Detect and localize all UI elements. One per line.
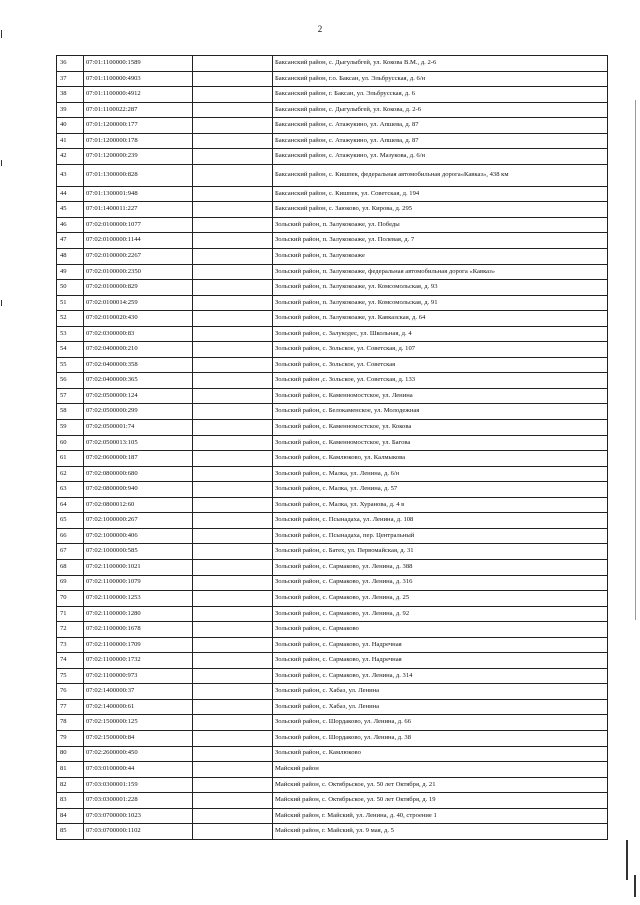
row-number-cell: 68 [57,559,84,575]
table-row [57,149,608,165]
row-number-cell: 78 [57,715,84,731]
empty-cell [193,133,273,149]
address-cell: Зольский район, с. Малка, ул. Ленина, д. 57 [273,482,608,498]
table-row [57,56,608,72]
scan-artifact [1,300,2,306]
address-cell: Баксанский район, с. Кишпек, федеральная автомобильная дорога«Кавказ», 438 км [273,164,608,186]
cadastral-number-cell: 07:02:1000000:585 [84,544,193,560]
row-number-cell: 42 [57,149,84,165]
table-row [57,311,608,327]
cadastral-number-cell: 07:02:0100014:259 [84,295,193,311]
table-row [57,404,608,420]
row-number-cell: 47 [57,233,84,249]
table-row [57,622,608,638]
cadastral-number-cell: 07:02:1000000:406 [84,528,193,544]
table-row [57,808,608,824]
table-row [57,186,608,202]
cadastral-number-cell: 07:02:1000000:267 [84,513,193,529]
row-number-cell: 84 [57,808,84,824]
table-row [57,513,608,529]
address-cell: Зольский район, с. Малка, ул. Ленина, д. 6/н [273,466,608,482]
table-row [57,102,608,118]
table-row [57,793,608,809]
cadastral-number-cell: 07:02:1400000:61 [84,699,193,715]
row-number-cell: 67 [57,544,84,560]
empty-cell [193,342,273,358]
address-cell: Зольский район, с. Зольское, ул. Советская, д. 107 [273,342,608,358]
address-cell: Баксанский район, с. Дыгулыбгей, ул. Кокова В.М., д. 2-6 [273,56,608,72]
address-cell: Майский район, с. Октябрьское, ул. 50 лет Октября, д. 21 [273,777,608,793]
row-number-cell: 73 [57,637,84,653]
address-cell: Зольский район, п. Залукокоаже, ул. Полевая, д. 7 [273,233,608,249]
address-cell: Зольский район, с. Малка, ул. Хуранова, д. 4 в [273,497,608,513]
row-number-cell: 43 [57,164,84,186]
cadastral-number-cell: 07:02:0800000:680 [84,466,193,482]
table-row [57,451,608,467]
row-number-cell: 62 [57,466,84,482]
address-cell: Зольский район, с. Шордаково, ул. Ленина, д. 38 [273,730,608,746]
row-number-cell: 63 [57,482,84,498]
cadastral-number-cell: 07:02:0100020:430 [84,311,193,327]
scan-artifact [634,875,636,897]
table-row [57,497,608,513]
empty-cell [193,435,273,451]
cadastral-number-cell: 07:02:0500001:74 [84,420,193,436]
empty-cell [193,746,273,762]
address-cell: Баксанский район, с. Заюково, ул. Кирова, д. 295 [273,202,608,218]
cadastral-number-cell: 07:02:0300000:83 [84,326,193,342]
empty-cell [193,528,273,544]
address-cell: Баксанский район, с. Атажукино, ул. Мазукова, д. 6/н [273,149,608,165]
empty-cell [193,715,273,731]
address-cell: Зольский район, с. Белокаменское, ул. Молодежная [273,404,608,420]
empty-cell [193,118,273,134]
address-cell: Зольский район, с. Каменномостское, ул. Кокова [273,420,608,436]
empty-cell [193,591,273,607]
row-number-cell: 50 [57,280,84,296]
table-row [57,326,608,342]
empty-cell [193,668,273,684]
cadastral-number-cell: 07:02:0500000:299 [84,404,193,420]
table-row [57,388,608,404]
empty-cell [193,280,273,296]
empty-cell [193,497,273,513]
row-number-cell: 37 [57,71,84,87]
empty-cell [193,264,273,280]
empty-cell [193,357,273,373]
address-cell: Зольский район, с. Хабаз, ул. Ленина [273,699,608,715]
cadastral-number-cell: 07:02:1400000:37 [84,684,193,700]
cadastral-number-cell: 07:02:0400000:365 [84,373,193,389]
empty-cell [193,451,273,467]
empty-cell [193,482,273,498]
row-number-cell: 85 [57,824,84,840]
address-cell: Зольский район, п. Залукокоаже, ул. Победы [273,217,608,233]
empty-cell [193,559,273,575]
row-number-cell: 79 [57,730,84,746]
empty-cell [193,575,273,591]
empty-cell [193,202,273,218]
cadastral-number-cell: 07:02:0600000:187 [84,451,193,467]
empty-cell [193,56,273,72]
row-number-cell: 77 [57,699,84,715]
table-row [57,746,608,762]
cadastral-number-cell: 07:01:1200000:239 [84,149,193,165]
table-row [57,217,608,233]
table-row [57,544,608,560]
empty-cell [193,326,273,342]
cadastral-number-cell: 07:03:0700000:1023 [84,808,193,824]
cadastral-number-cell: 07:02:0100000:2350 [84,264,193,280]
address-cell: Майский район, г. Майский, ул. 9 мая, д. 5 [273,824,608,840]
address-cell: Баксанский район, с. Атажукино, ул. Апшева, д. 87 [273,133,608,149]
table-row [57,824,608,840]
empty-cell [193,217,273,233]
cadastral-number-cell: 07:03:0300001:159 [84,777,193,793]
row-number-cell: 74 [57,653,84,669]
cadastral-number-cell: 07:01:1300001:948 [84,186,193,202]
address-cell: Зольский район, п. Залукокоаже, ул. Кавказская, д. 64 [273,311,608,327]
address-cell: Зольский район, п. Залукокоаже, ул. Комсомольская, д. 93 [273,280,608,296]
address-cell: Зольский район, с. Сармаково, ул. Ленина, д. 92 [273,606,608,622]
cadastral-number-cell: 07:02:1100000:1732 [84,653,193,669]
empty-cell [193,149,273,165]
empty-cell [193,420,273,436]
cadastral-number-cell: 07:03:0700000:1102 [84,824,193,840]
row-number-cell: 40 [57,118,84,134]
table-row [57,730,608,746]
table-row [57,668,608,684]
row-number-cell: 38 [57,87,84,103]
row-number-cell: 57 [57,388,84,404]
address-cell: Майский район, с. Октябрьское, ул. 50 лет Октября, д. 19 [273,793,608,809]
scan-artifact [635,100,636,620]
address-cell: Зольский район, с. Хабаз, ул. Ленина [273,684,608,700]
cadastral-number-cell: 07:01:1200000:177 [84,118,193,134]
address-cell: Майский район, г. Майский, ул. Ленина, д. 40, строение 1 [273,808,608,824]
table-row [57,606,608,622]
row-number-cell: 53 [57,326,84,342]
table-body [57,56,608,840]
table-row [57,420,608,436]
address-cell: Зольский район, с. Каменномостское, ул. Багова [273,435,608,451]
address-cell: Зольский район, с. Каменномостское, ул. Ленина [273,388,608,404]
address-cell: Зольский район, с. Камлюково, ул. Калмыкова [273,451,608,467]
cadastral-number-cell: 07:01:1100022:287 [84,102,193,118]
cadastral-number-cell: 07:01:1300000:828 [84,164,193,186]
address-cell: Зольский район, с. Сармаково, ул. Ленина, д. 314 [273,668,608,684]
address-cell: Зольский район, п. Залукокоаже, федеральная автомобильная дорога «Кавказ» [273,264,608,280]
row-number-cell: 52 [57,311,84,327]
cadastral-number-cell: 07:01:1100000:4903 [84,71,193,87]
property-register-table [56,55,608,840]
table-row [57,591,608,607]
address-cell: Зольский район, с. Сармаково, ул. Надречная [273,637,608,653]
empty-cell [193,699,273,715]
address-cell: Баксанский район, г.о. Баксан, ул. Эльбрусская, д. 6/н [273,71,608,87]
cadastral-number-cell: 07:02:0100000:1144 [84,233,193,249]
row-number-cell: 39 [57,102,84,118]
table-row [57,762,608,778]
table-row [57,684,608,700]
empty-cell [193,777,273,793]
empty-cell [193,808,273,824]
row-number-cell: 75 [57,668,84,684]
table-row [57,233,608,249]
scan-artifact [1,30,2,38]
table-row [57,342,608,358]
row-number-cell: 46 [57,217,84,233]
empty-cell [193,606,273,622]
table-row [57,164,608,186]
row-number-cell: 71 [57,606,84,622]
empty-cell [193,295,273,311]
scan-artifact [1,160,2,166]
empty-cell [193,513,273,529]
empty-cell [193,637,273,653]
address-cell: Зольский район, п. Залукокоаже, ул. Комсомольская, д. 91 [273,295,608,311]
cadastral-number-cell: 07:01:1200000:178 [84,133,193,149]
empty-cell [193,249,273,265]
table-row [57,249,608,265]
cadastral-number-cell: 07:01:1100000:4912 [84,87,193,103]
row-number-cell: 69 [57,575,84,591]
address-cell: Зольский район, с. Сармаково, ул. Ленина, д. 25 [273,591,608,607]
cadastral-number-cell: 07:02:1100000:1079 [84,575,193,591]
cadastral-number-cell: 07:02:2600000:450 [84,746,193,762]
table-row [57,202,608,218]
row-number-cell: 55 [57,357,84,373]
cadastral-number-cell: 07:01:1100000:1589 [84,56,193,72]
empty-cell [193,544,273,560]
row-number-cell: 48 [57,249,84,265]
empty-cell [193,388,273,404]
cadastral-number-cell: 07:02:0500013:105 [84,435,193,451]
address-cell: Зольский район, п. Залукокоаже [273,249,608,265]
address-cell: Майский район [273,762,608,778]
empty-cell [193,233,273,249]
cadastral-number-cell: 07:02:0100000:829 [84,280,193,296]
cadastral-number-cell: 07:03:0300001:228 [84,793,193,809]
table-row [57,715,608,731]
row-number-cell: 59 [57,420,84,436]
cadastral-number-cell: 07:02:0500000:124 [84,388,193,404]
table-row [57,559,608,575]
scan-artifact [626,840,628,880]
table-row [57,699,608,715]
empty-cell [193,71,273,87]
address-cell: Зольский район, с. Сармаково, ул. Ленина, д. 316 [273,575,608,591]
cadastral-number-cell: 07:02:0400000:358 [84,357,193,373]
row-number-cell: 64 [57,497,84,513]
row-number-cell: 44 [57,186,84,202]
cadastral-number-cell: 07:02:1100000:1021 [84,559,193,575]
empty-cell [193,186,273,202]
cadastral-number-cell: 07:02:0100000:2267 [84,249,193,265]
row-number-cell: 66 [57,528,84,544]
address-cell: Зольский район, с. Псынадаха, пер. Центральный [273,528,608,544]
table-row [57,575,608,591]
table-row [57,133,608,149]
cadastral-number-cell: 07:02:0400000:210 [84,342,193,358]
table-row [57,295,608,311]
table-row [57,264,608,280]
table-row [57,777,608,793]
address-cell: Зольский район, с. Псынадаха, ул. Ленина, д. 108 [273,513,608,529]
address-cell: Зольский район, с. Залукодес, ул. Школьная, д. 4 [273,326,608,342]
row-number-cell: 45 [57,202,84,218]
address-cell: Зольский район, с. Батех, ул. Первомайская, д. 31 [273,544,608,560]
row-number-cell: 56 [57,373,84,389]
cadastral-number-cell: 07:02:1500000:125 [84,715,193,731]
table-row [57,118,608,134]
empty-cell [193,404,273,420]
table-row [57,373,608,389]
cadastral-number-cell: 07:03:0100000:44 [84,762,193,778]
empty-cell [193,164,273,186]
address-cell: Зольский район, с. Сармаково, ул. Ленина, д. 388 [273,559,608,575]
table-row [57,357,608,373]
empty-cell [193,762,273,778]
empty-cell [193,824,273,840]
cadastral-number-cell: 07:02:1100000:1678 [84,622,193,638]
row-number-cell: 81 [57,762,84,778]
row-number-cell: 72 [57,622,84,638]
address-cell: Зольский район, с. Сармаково [273,622,608,638]
table-row [57,528,608,544]
table-row [57,435,608,451]
empty-cell [193,102,273,118]
empty-cell [193,684,273,700]
table-row [57,482,608,498]
row-number-cell: 54 [57,342,84,358]
empty-cell [193,87,273,103]
row-number-cell: 83 [57,793,84,809]
empty-cell [193,466,273,482]
cadastral-number-cell: 07:02:0100000:1077 [84,217,193,233]
empty-cell [193,793,273,809]
empty-cell [193,622,273,638]
address-cell: Зольский район, с. Шордаково, ул. Ленина, д. 66 [273,715,608,731]
table-row [57,653,608,669]
row-number-cell: 60 [57,435,84,451]
address-cell: Баксанский район, с. Дыгулыбгей, ул. Кокова, д. 2-6 [273,102,608,118]
empty-cell [193,653,273,669]
table-row [57,466,608,482]
address-cell: Зольский район, с. Камлюково [273,746,608,762]
address-cell: Зольский район, с. Зольское, ул. Советская [273,357,608,373]
row-number-cell: 65 [57,513,84,529]
row-number-cell: 58 [57,404,84,420]
row-number-cell: 49 [57,264,84,280]
address-cell: Баксанский район, с. Кишпек, ул. Советская, д. 194 [273,186,608,202]
table-row [57,637,608,653]
row-number-cell: 80 [57,746,84,762]
address-cell: Баксанский район, с. Атажукино, ул. Апшева, д. 87 [273,118,608,134]
row-number-cell: 41 [57,133,84,149]
empty-cell [193,373,273,389]
cadastral-number-cell: 07:02:1100000:1709 [84,637,193,653]
address-cell: Баксанский район, г. Баксан, ул. Эльбрусская, д. 6 [273,87,608,103]
cadastral-number-cell: 07:02:1100000:1253 [84,591,193,607]
page-number: 2 [317,24,323,34]
cadastral-number-cell: 07:02:0800000:940 [84,482,193,498]
row-number-cell: 76 [57,684,84,700]
cadastral-number-cell: 07:02:0800012:60 [84,497,193,513]
cadastral-number-cell: 07:02:1100000:1280 [84,606,193,622]
row-number-cell: 82 [57,777,84,793]
cadastral-number-cell: 07:02:1100000:973 [84,668,193,684]
row-number-cell: 36 [57,56,84,72]
empty-cell [193,730,273,746]
table-row [57,71,608,87]
address-cell: Зольский район ,с. Зольское, ул. Советская, д. 133 [273,373,608,389]
row-number-cell: 61 [57,451,84,467]
table-row [57,87,608,103]
row-number-cell: 70 [57,591,84,607]
address-cell: Зольский район, с. Сармаково, ул. Надречная [273,653,608,669]
cadastral-number-cell: 07:01:1400011:227 [84,202,193,218]
empty-cell [193,311,273,327]
row-number-cell: 51 [57,295,84,311]
table-row [57,280,608,296]
cadastral-number-cell: 07:02:1500000:84 [84,730,193,746]
